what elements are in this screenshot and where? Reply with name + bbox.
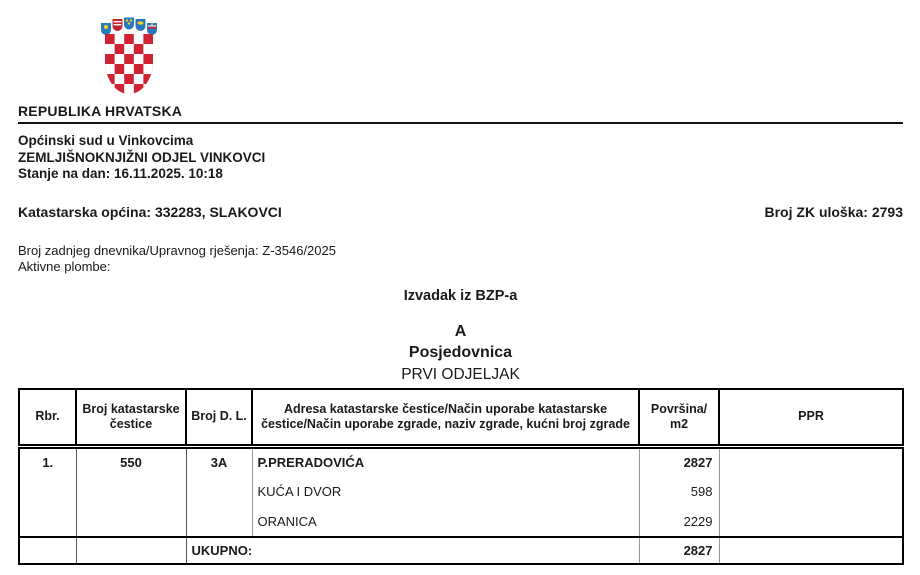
column-header-ppr: PPR <box>719 389 903 447</box>
cell-povrsina: 2229 <box>639 507 719 537</box>
journal-number-line: Broj zadnjeg dnevnika/Upravnog rješenja: Z-3546/2025 <box>18 242 336 258</box>
cell-broj-dl: 3A <box>186 447 252 477</box>
table-row-usage <box>19 507 903 537</box>
header-divider <box>18 122 903 124</box>
cell-ppr <box>719 507 903 537</box>
cell-rbr: 1. <box>19 447 76 477</box>
column-header-broj-dl: Broj D. L. <box>186 389 252 447</box>
cadastral-municipality: Katastarska općina: 332283, SLAKOVCI <box>18 203 282 220</box>
coat-shield <box>105 34 153 94</box>
section-letter: A <box>454 322 467 340</box>
croatian-coat-of-arms-icon <box>98 16 160 96</box>
land-registry-department: ZEMLJIŠNOKNJIŽNI ODJEL VINKOVCI <box>18 149 266 165</box>
table-row-parcel <box>19 447 903 477</box>
cell-povrsina: 2827 <box>639 447 719 477</box>
cadastral-row <box>18 204 903 220</box>
cell-ppr <box>719 447 903 477</box>
column-header-broj-katastarske-cestice: Broj katastarske čestice <box>76 389 186 447</box>
table-total-row <box>19 537 903 564</box>
table-row-usage <box>19 477 903 507</box>
status-date-line: Stanje na dan: 16.11.2025. 10:18 <box>18 166 223 181</box>
total-povrsina: 2827 <box>639 537 719 564</box>
parcel-table <box>18 388 904 565</box>
cell-adresa: ORANICA <box>252 507 639 537</box>
cell-ppr <box>719 477 903 507</box>
table-header-row <box>19 389 903 447</box>
journal-block <box>18 243 903 275</box>
column-header-rbr: Rbr. <box>19 389 76 447</box>
court-name: Općinski sud u Vinkovcima <box>18 133 194 148</box>
column-header-adresa: Adresa katastarske čestice/Način uporabe katastarske čestice/Način uporabe zgrade, naziv zgrade, kućni broj zgrade <box>252 389 639 447</box>
povrsina-line2: m2 <box>669 416 689 431</box>
court-office-block <box>18 133 903 183</box>
coat-crown <box>101 18 157 36</box>
document-title: Izvadak iz BZP-a <box>403 287 518 304</box>
zk-folio-number: Broj ZK uloška: 2793 <box>764 203 903 220</box>
cell-ppr <box>719 537 903 564</box>
cell-adresa: KUĆA I DVOR <box>252 477 639 507</box>
total-label: UKUPNO: <box>186 537 639 564</box>
active-seals-line: Aktivne plombe: <box>18 258 111 274</box>
cell-broj-kat: 550 <box>76 447 186 477</box>
column-header-povrsina <box>639 389 719 447</box>
section-subtitle: PRVI ODJELJAK <box>401 365 520 383</box>
country-title: REPUBLIKA HRVATSKA <box>18 103 183 119</box>
section-name: Posjedovnica <box>408 343 513 361</box>
cell-povrsina: 598 <box>639 477 719 507</box>
povrsina-line1: Površina/ <box>650 401 708 416</box>
cell-adresa: P.PRERADOVIĆA <box>252 447 639 477</box>
